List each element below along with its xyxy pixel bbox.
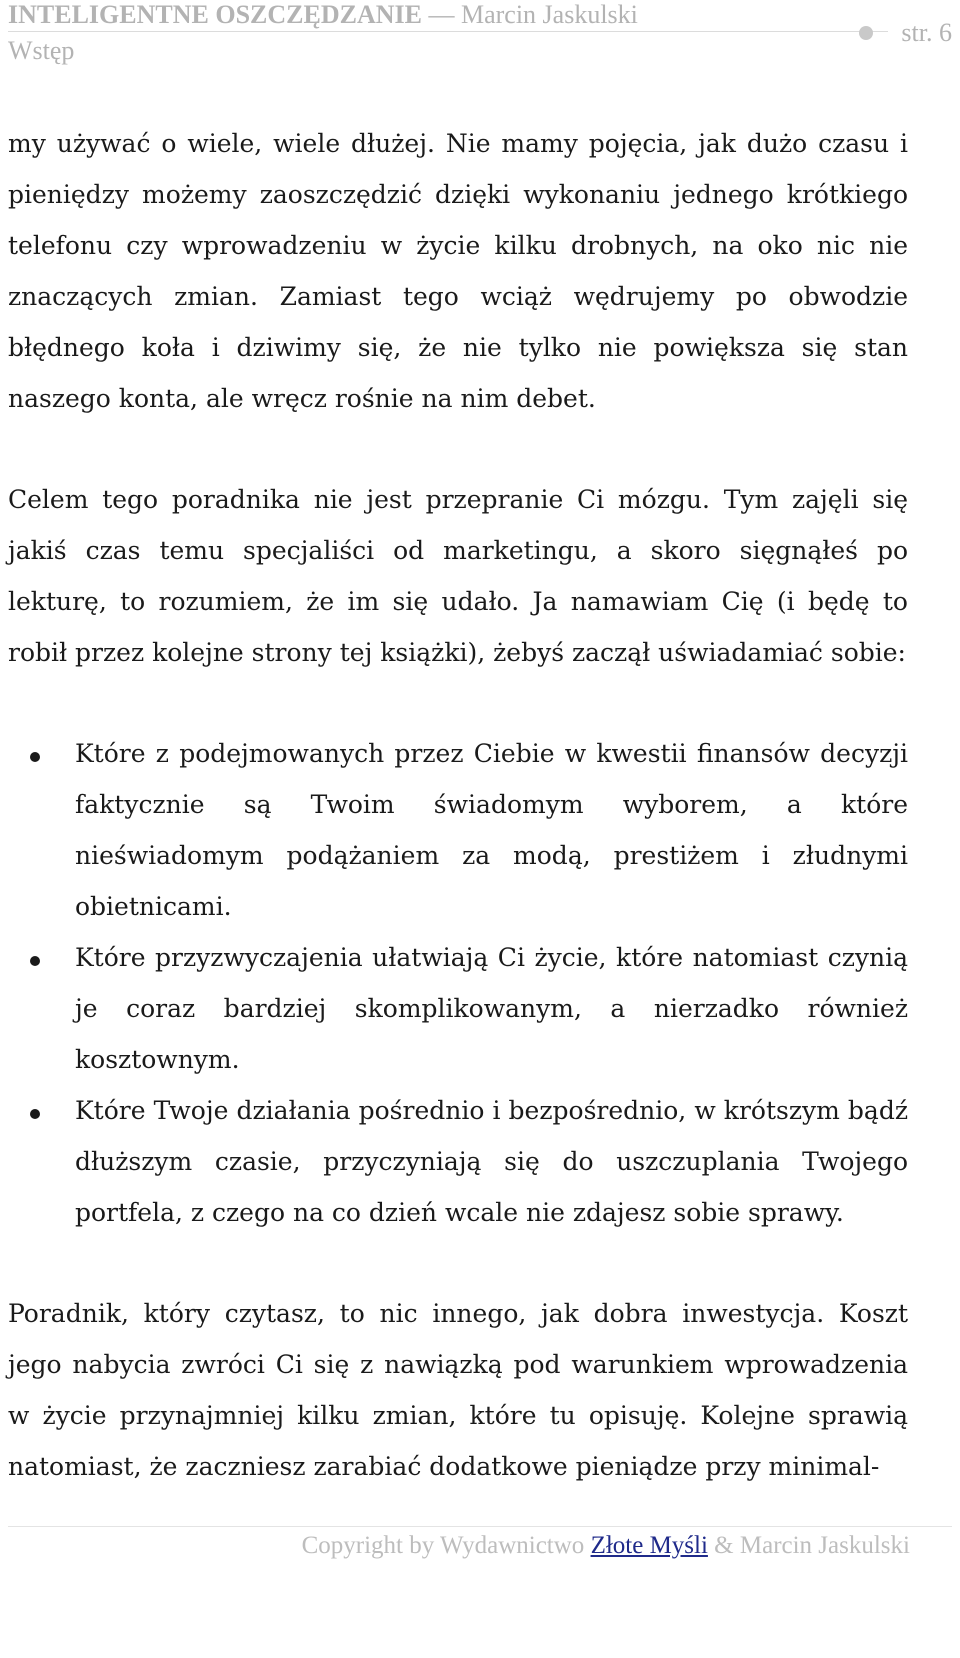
section-name: Wstęp	[8, 36, 75, 65]
header-divider	[8, 31, 888, 32]
paragraph-1: my używać o wiele, wiele dłużej. Nie mamy pojęcia, jak dużo czasu i pieniędzy możemy zaoszczędzić dzięki wykonaniu jednego krótkiego telefonu czy wprowadzeniu w życie kilku drobnych, na oko nic nie znaczących zmian. Zamiast tego wciąż wędrujemy po obwodzie błędnego koła i dziwimy się, że nie tylko nie powiększa się stan naszego konta, ale wręcz rośnie na nim debet.	[8, 129, 908, 413]
list-item: Które przyzwyczajenia ułatwiają Ci życie, które natomiast czynią je coraz bardziej skomplikowanym, a nierzadko również kosztownym.	[8, 932, 908, 1085]
author-name: Marcin Jaskulski	[460, 0, 638, 29]
list-item: Które Twoje działania pośrednio i bezpośrednio, w krótszym bądź dłuższym czasie, przyczyniają się do uszczuplania Twojego portfela, z czego na co dzień wcale nie zdajesz sobie sprawy.	[8, 1085, 908, 1238]
paragraph-2: Celem tego poradnika nie jest przepranie Ci mózgu. Tym zajęli się jakiś czas temu specjaliści od marketingu, a skoro sięgnąłeś po lekturę, to rozumiem, że im się udało. Ja namawiam Cię (i będę to robił przez kolejne strony tej książki), żebyś zaczął uświadamiać sobie:	[8, 485, 908, 667]
page-number: str. 6	[901, 18, 952, 47]
paragraph-3: Poradnik, który czytasz, to nic innego, jak dobra inwestycja. Koszt jego nabycia zwróci Ci się z nawiązką pod warunkiem wprowadzenia w życie przynajmniej kilku zmian, które tu opisuję. Kolejne sprawią natomiast, że zaczniesz zarabiać dodatkowe pieniądze przy minimal-	[8, 1299, 908, 1481]
copyright-suffix: & Marcin Jaskulski	[714, 1532, 910, 1559]
bullet-dot-icon	[859, 26, 873, 40]
footer-divider	[8, 1526, 952, 1527]
copyright-prefix: Copyright by Wydawnictwo	[301, 1532, 585, 1559]
page-footer	[0, 1532, 910, 1560]
page-body	[8, 118, 908, 1492]
running-title	[8, 0, 638, 30]
page-header	[8, 0, 952, 80]
title-separator: —	[428, 0, 455, 29]
publisher-link[interactable]: Złote Myśli	[590, 1532, 708, 1559]
page-number-block	[859, 18, 952, 48]
bullet-list	[8, 728, 908, 1238]
list-item: Które z podejmowanych przez Ciebie w kwestii finansów decyzji faktycznie są Twoim świadomym wyborem, a które nieświadomym podążaniem za modą, prestiżem i złudnymi obietnicami.	[8, 728, 908, 932]
book-title: INTELIGENTNE OSZCZĘDZANIE	[8, 0, 422, 29]
